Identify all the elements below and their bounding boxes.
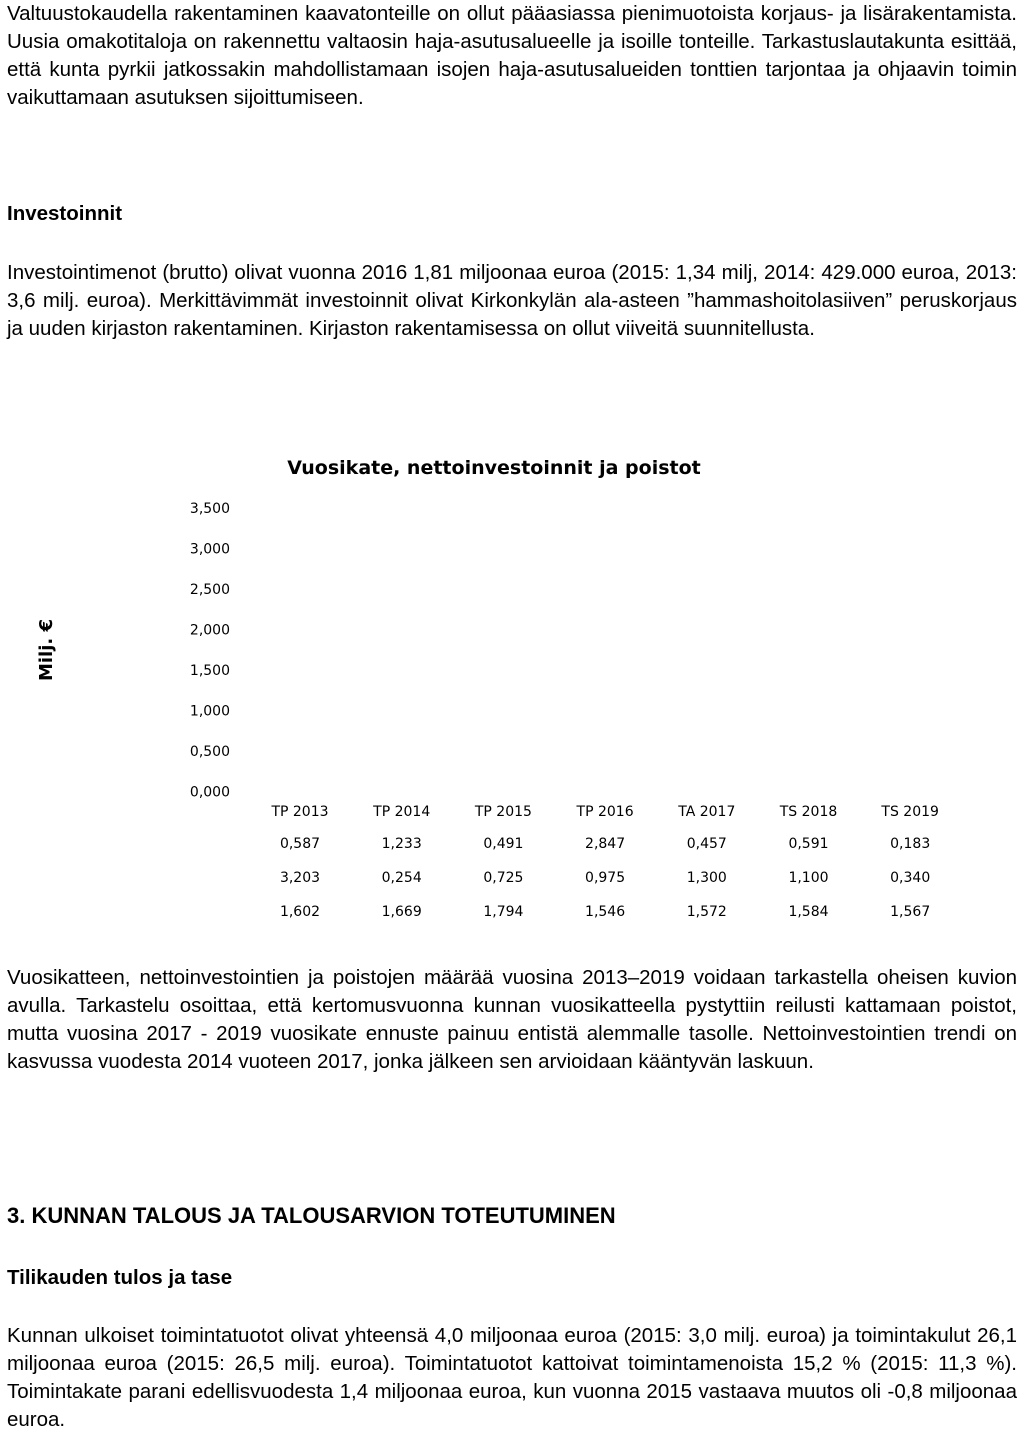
data-cell: 0,340	[890, 870, 931, 886]
y-axis-ticks	[190, 501, 230, 801]
data-cell: 1,584	[788, 904, 829, 920]
x-category-label: TP 2015	[474, 804, 532, 820]
x-category-label: TA 2017	[678, 804, 736, 820]
data-cell: 0,254	[381, 870, 422, 886]
x-category-label: TS 2019	[881, 804, 939, 820]
data-table-rows	[280, 836, 930, 920]
data-cell: 1,794	[483, 904, 524, 920]
heading-section-3: 3. KUNNAN TALOUS JA TALOUSARVION TOTEUTUMINEN	[7, 1203, 616, 1228]
y-tick-label: 0,000	[189, 784, 230, 801]
x-category-label: TP 2016	[576, 804, 634, 820]
data-cell: 1,602	[279, 904, 321, 920]
data-cell: 0,491	[483, 836, 524, 852]
data-cell: 1,572	[686, 904, 727, 920]
y-tick-label: 0,500	[189, 744, 230, 760]
data-cell: 0,183	[890, 836, 931, 852]
y-tick-label: 2,500	[189, 582, 230, 598]
y-tick-label: 3,000	[189, 541, 230, 558]
x-category-label: TP 2014	[373, 804, 431, 820]
data-cell: 0,975	[585, 870, 626, 886]
chart-ylabel: Milj. €	[36, 618, 57, 682]
y-tick-label: 2,000	[189, 622, 230, 639]
paragraph-intro: Valtuustokaudella rakentaminen kaavatonteille on ollut pääasiassa pienimuotoista korjaus- ja lisärakentamista. Uusia omakotitaloja on rakennettu valtaosin haja-asutusalueelle ja isoille tonteille. Tarkastuslautakunta esittää, että kunta pyrkii jatkossakin mahdollistamaan isojen haja-asutusalueiden tonttien tarjontaa ja ohjaavin toimin vaikuttamaan asutuksen sijoittumiseen.	[7, 2, 1017, 109]
y-tick-label: 3,500	[189, 501, 230, 517]
y-tick-label: 1,500	[189, 663, 230, 679]
data-cell: 1,100	[788, 870, 829, 886]
data-cell: 0,457	[686, 836, 727, 852]
chart-title: Vuosikate, nettoinvestoinnit ja poistot	[287, 457, 701, 479]
data-cell: 0,591	[788, 836, 829, 852]
data-cell: 1,233	[381, 836, 422, 852]
paragraph-results: Kunnan ulkoiset toimintatuotot olivat yhteensä 4,0 miljoonaa euroa (2015: 3,0 milj. euroa) ja toimintakulut 26,1 miljoonaa euroa (2015: 26,5 milj. euroa). Toimintatuotot kattoivat toimintamenoista 15,2 % (2015: 11,3 %). Toimintakate parani edellisvuodesta 1,4 miljoonaa euroa, kun vuonna 2015 vastaava muutos oli -0,8 miljoonaa euroa.	[7, 1324, 1017, 1431]
data-cell: 1,669	[381, 904, 422, 920]
data-cell: 0,725	[483, 870, 524, 886]
y-tick-label: 1,000	[189, 703, 230, 720]
data-cell: 1,567	[890, 904, 931, 920]
heading-investments: Investoinnit	[7, 202, 123, 225]
data-cell: 1,300	[686, 870, 727, 886]
paragraph-investments: Investointimenot (brutto) olivat vuonna 2016 1,81 miljoonaa euroa (2015: 1,34 milj, 2014: 429.000 euroa, 2013: 3,6 milj. euroa). Merkittävimmät investoinnit olivat Kirkonkylän ala-asteen ”hammashoitolasiiven” peruskorjaus ja uuden kirjaston rakentaminen. Kirjaston rakentamisessa on ollut viiveitä suunnitellusta.	[7, 261, 1017, 340]
data-cell: 3,203	[279, 870, 321, 886]
x-axis-categories	[270, 804, 939, 820]
chart-figure	[0, 440, 1024, 940]
heading-results: Tilikauden tulos ja tase	[7, 1266, 233, 1289]
paragraph-chart-text: Vuosikatteen, nettoinvestointien ja poistojen määrää vuosina 2013–2019 voidaan tarkastella oheisen kuvion avulla. Tarkastelu osoittaa, että kertomusvuonna kunnan vuosikatteella pystyttiin reilusti kattamaan poistot, mutta vuosina 2017 - 2019 vuosikate ennuste painuu entistä alemmalle tasolle. Nettoinvestointien trendi on kasvussa vuodesta 2014 vuoteen 2017, jonka jälkeen sen arvioidaan kääntyvän laskuun.	[7, 966, 1017, 1073]
x-category-label: TS 2018	[779, 804, 838, 820]
x-category-label: TP 2013	[271, 804, 329, 820]
data-cell: 1,546	[585, 904, 626, 920]
data-cell: 0,587	[279, 836, 321, 852]
data-cell: 2,847	[585, 836, 626, 852]
